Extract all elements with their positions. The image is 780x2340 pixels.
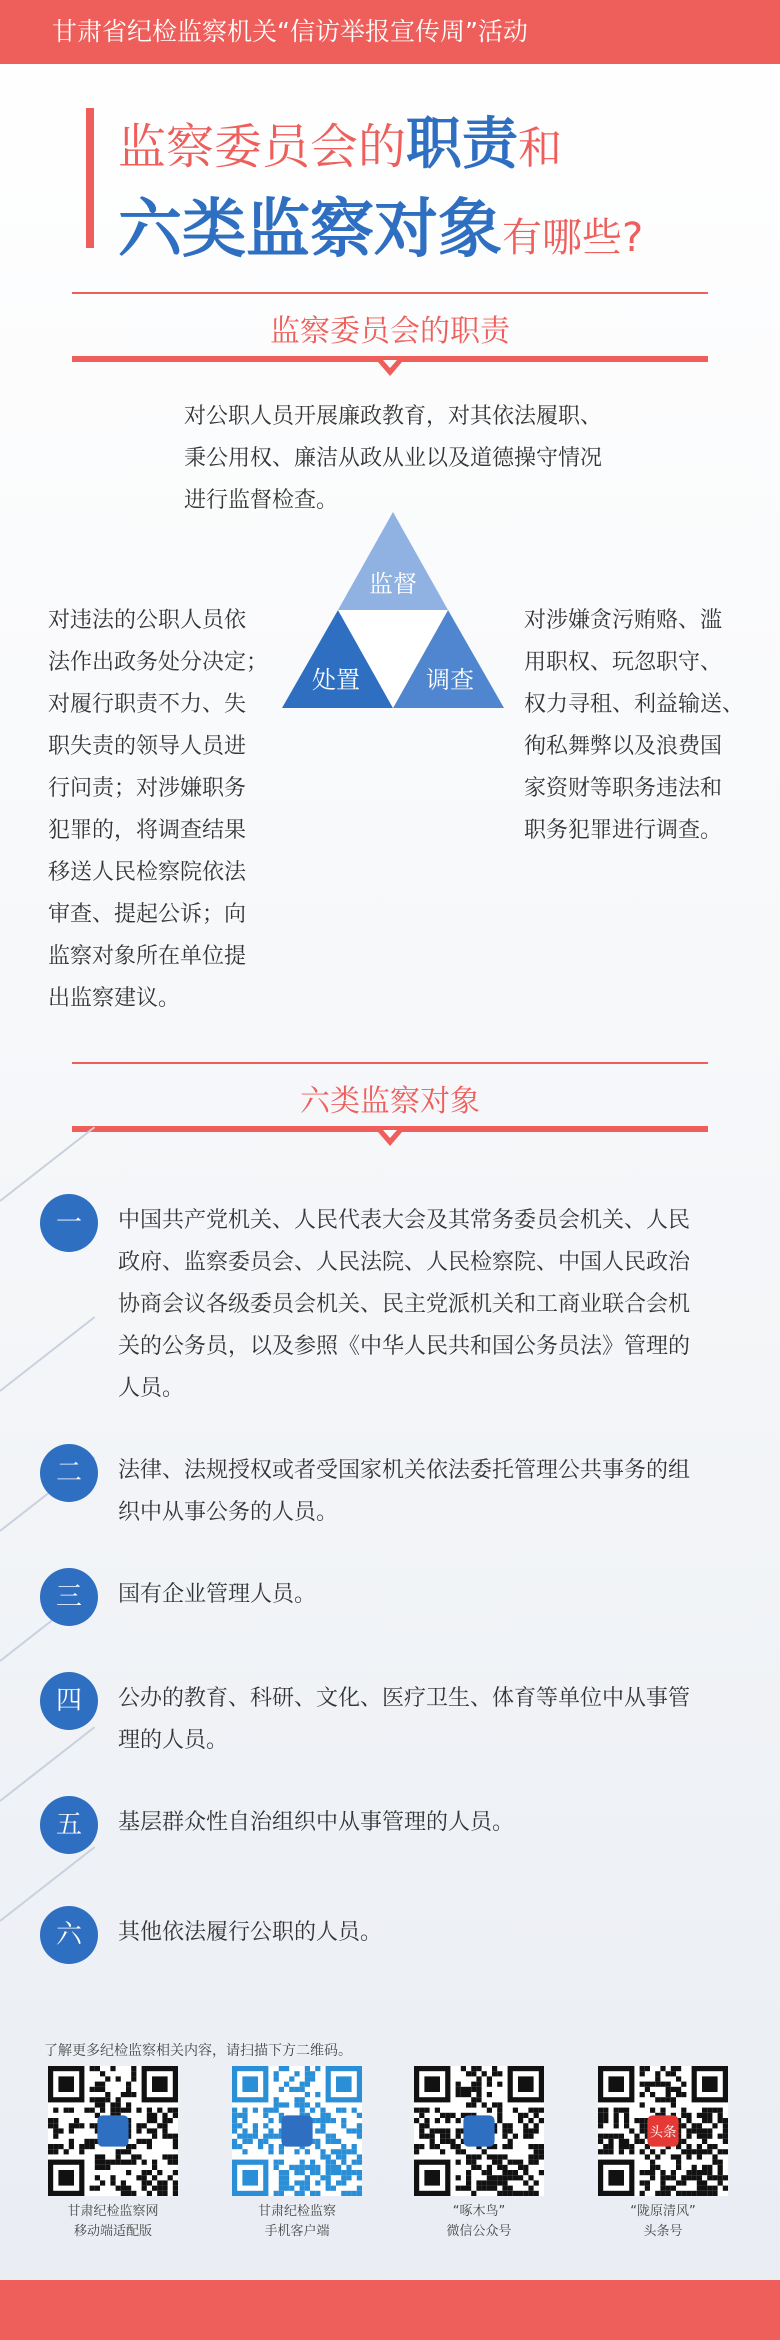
caption-line: 甘肃纪检监察网 <box>67 2204 159 2219</box>
object-item-5 <box>40 1796 750 1856</box>
number-badge: 六 <box>40 1906 98 1964</box>
text-line: 职失责的领导人员进 <box>48 734 247 759</box>
object-text <box>118 1912 748 1954</box>
triangle-label-investigate: 调查 <box>426 666 474 694</box>
object-text <box>118 1574 748 1616</box>
divider <box>72 292 708 294</box>
qr-badge-text: 头条 <box>649 2124 677 2141</box>
decorative-line <box>0 1126 95 1201</box>
number-badge: 三 <box>40 1568 98 1626</box>
object-item-1 <box>40 1194 750 1414</box>
text-line: 中国共产党机关、人民代表大会及其常务委员会机关、人民 <box>118 1208 691 1233</box>
banner-text: 甘肃省纪检监察机关“信访举报宣传周”活动 <box>52 17 528 46</box>
qr-caption <box>33 2202 193 2242</box>
title-part: 监察委员会的 <box>118 119 407 175</box>
bottom-band <box>0 2280 780 2340</box>
text-line: 对涉嫌贪污贿赂、滥 <box>524 608 723 633</box>
text-line: 政府、监察委员会、人民法院、人民检察院、中国人民政治 <box>118 1250 691 1275</box>
text-line: 对违法的公职人员依 <box>48 608 247 633</box>
duty-triangle-diagram <box>282 512 504 708</box>
triangle-label-supervise: 监督 <box>369 570 417 598</box>
text-line: 法律、法规授权或者受国家机关依法委托管理公共事务的组 <box>118 1458 691 1483</box>
number-badge: 二 <box>40 1444 98 1502</box>
text-line: 人员。 <box>118 1376 185 1401</box>
number-badge: 四 <box>40 1672 98 1730</box>
title-accent-bar <box>86 108 94 248</box>
number-badge: 一 <box>40 1194 98 1252</box>
title-part: 和 <box>518 123 563 174</box>
text-line: 对履行职责不力、失 <box>48 692 247 717</box>
text-line: 进行监督检查。 <box>184 488 339 513</box>
text-line: 审查、提起公诉；向 <box>48 902 247 927</box>
object-item-4 <box>40 1672 750 1762</box>
text-line: 公办的教育、科研、文化、医疗卫生、体育等单位中从事管 <box>118 1686 691 1711</box>
text-line: 监察对象所在单位提 <box>48 944 247 969</box>
section-title: 监察委员会的职责 <box>270 314 510 349</box>
divider-notch-inner <box>383 360 397 368</box>
section-title: 六类监察对象 <box>300 1084 480 1119</box>
text-line: 徇私舞弊以及浪费国 <box>524 734 723 759</box>
text-line: 用职权、玩忽职守、 <box>524 650 723 675</box>
text-line: 协商会议各级委员会机关、民主党派机关和工商业联合会机 <box>118 1292 691 1317</box>
qr-code-icon[interactable] <box>414 2066 544 2196</box>
text-line: 对公职人员开展廉政教育，对其依法履职、 <box>184 404 603 429</box>
duty-investigation-text <box>524 600 760 852</box>
object-item-6 <box>40 1906 750 1966</box>
object-item-3 <box>40 1568 750 1628</box>
object-text <box>118 1678 748 1762</box>
title-line-2 <box>118 178 643 270</box>
text-line: 出监察建议。 <box>48 986 181 1011</box>
number-badge: 五 <box>40 1796 98 1854</box>
title-emphasis: 职责 <box>406 112 519 177</box>
object-text <box>118 1802 748 1844</box>
text-line: 行问责；对涉嫌职务 <box>48 776 247 801</box>
duty-education-text <box>184 396 654 522</box>
object-text <box>118 1450 748 1534</box>
text-line: 秉公用权、廉洁从政从业以及道德操守情况 <box>184 446 603 471</box>
object-item-2 <box>40 1444 750 1534</box>
section-heading-duties <box>72 292 708 362</box>
text-line: 关的公务员，以及参照《中华人民共和国公务员法》管理的 <box>118 1334 691 1359</box>
title-part: 有哪些? <box>502 215 644 261</box>
section-heading-objects <box>72 1062 708 1132</box>
caption-line: “陇原清风” <box>630 2204 696 2219</box>
text-line: 犯罪的，将调查结果 <box>48 818 247 843</box>
text-line: 织中从事公务的人员。 <box>118 1500 339 1525</box>
text-line: 基层群众性自治组织中从事管理的人员。 <box>118 1810 515 1835</box>
qr-code-icon[interactable] <box>232 2066 362 2196</box>
text-line: 理的人员。 <box>118 1728 229 1753</box>
text-line: 权力寻租、利益输送、 <box>524 692 745 717</box>
caption-line: 移动端适配版 <box>73 2224 152 2239</box>
duty-disposal-text <box>48 600 284 1020</box>
text-line: 移送人民检察院依法 <box>48 860 247 885</box>
caption-line: 手机客户端 <box>264 2224 330 2239</box>
text-line: 国有企业管理人员。 <box>118 1582 317 1607</box>
qr-hint-text: 了解更多纪检监察相关内容，请扫描下方二维码。 <box>44 2043 352 2059</box>
caption-line: “啄木鸟” <box>452 2204 506 2219</box>
text-line: 家资财等职务违法和 <box>524 776 723 801</box>
top-banner <box>0 0 780 64</box>
divider-notch-inner <box>383 1130 397 1138</box>
qr-caption <box>217 2202 377 2242</box>
title-line-1 <box>118 100 562 180</box>
text-line: 法作出政务处分决定； <box>48 650 269 675</box>
caption-line: 甘肃纪检监察 <box>257 2204 336 2219</box>
qr-code-icon[interactable] <box>598 2066 728 2196</box>
text-line: 其他依法履行公职的人员。 <box>118 1920 383 1945</box>
object-text <box>118 1200 748 1410</box>
qr-caption <box>583 2202 743 2242</box>
qr-code-icon[interactable] <box>48 2066 178 2196</box>
divider <box>72 1062 708 1064</box>
caption-line: 头条号 <box>643 2224 683 2239</box>
qr-caption <box>399 2202 559 2242</box>
title-emphasis: 六类监察对象 <box>118 193 502 267</box>
text-line: 职务犯罪进行调查。 <box>524 818 723 843</box>
caption-line: 微信公众号 <box>446 2224 512 2239</box>
triangle-label-dispose: 处置 <box>312 666 360 694</box>
